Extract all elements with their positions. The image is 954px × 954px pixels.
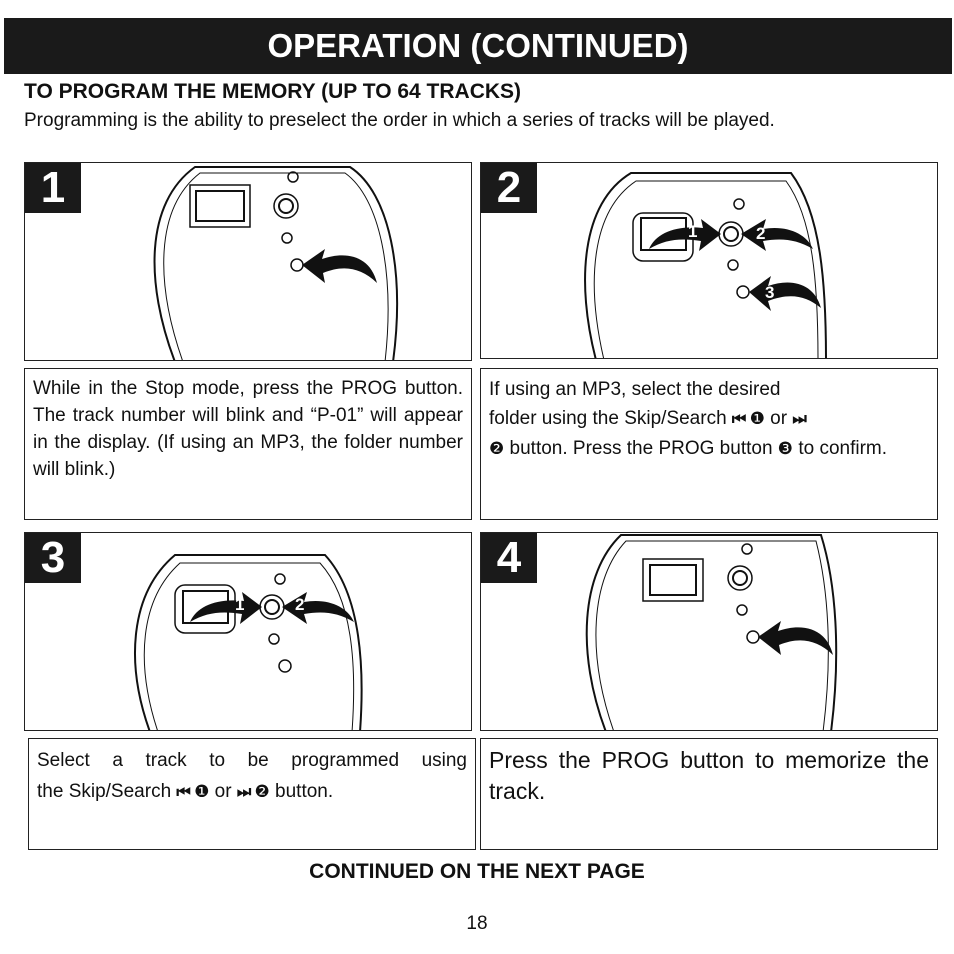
callout-3: 3 — [765, 283, 775, 302]
skip-forward-icon: ⏭ — [236, 784, 250, 801]
page-header: OPERATION (CONTINUED) — [4, 18, 952, 74]
step-2-text — [480, 368, 938, 520]
page-number: 18 — [466, 913, 488, 934]
device-illustration-2 — [481, 163, 938, 359]
step-2-text-d: to confirm. — [798, 438, 888, 459]
step-4-illustration — [480, 532, 938, 731]
step-1-badge: 1 — [25, 163, 81, 213]
step-2-text-c: button. Press the PROG button — [509, 438, 773, 459]
marker-3: ❸ — [777, 439, 794, 458]
skip-back-icon: ⏮ — [176, 784, 189, 801]
step-3-text-b: the Skip/Search — [37, 781, 172, 802]
callout-1: 1 — [235, 595, 245, 614]
device-illustration-4 — [481, 533, 938, 731]
step-1-text — [24, 368, 472, 520]
step-2-illustration — [480, 162, 938, 359]
step-3-illustration — [24, 532, 472, 731]
device-illustration-1 — [25, 163, 472, 361]
device-illustration-3 — [25, 533, 472, 731]
step-2-badge: 2 — [481, 163, 537, 213]
intro-text: Programming is the ability to preselect the order in which a series of tracks will be played. — [24, 110, 775, 131]
step-2-text-b: folder using the Skip/Search — [489, 408, 727, 429]
step-3-text — [28, 738, 476, 850]
or-text: or — [214, 781, 232, 802]
marker-2: ❷ — [489, 439, 505, 458]
marker-1: ❶ — [194, 782, 210, 801]
step-4-badge: 4 — [481, 533, 537, 583]
continued-note: CONTINUED ON THE NEXT PAGE — [309, 860, 645, 883]
callout-2: 2 — [756, 224, 766, 243]
step-3-text-c: button. — [275, 781, 334, 802]
marker-2: ❷ — [254, 782, 270, 801]
callout-2: 2 — [295, 595, 305, 614]
section-title: TO PROGRAM THE MEMORY (UP TO 64 TRACKS) — [24, 80, 522, 103]
step-2-line-2 — [489, 404, 929, 434]
step-2-line-1: If using an MP3, select the desired — [489, 379, 781, 400]
step-4-instruction: Press the PROG button to memorize the track. — [489, 747, 929, 804]
step-3-badge: 3 — [25, 533, 81, 583]
step-1-instruction: While in the Stop mode, press the PROG button. The track number will blink and “P-01” will appear in the display. (If using an MP3, the folder number will blink.) — [33, 378, 463, 480]
or-text: or — [770, 408, 788, 429]
marker-1: ❶ — [749, 409, 765, 428]
step-3-line-2 — [37, 776, 467, 808]
callout-1: 1 — [688, 222, 698, 241]
skip-forward-icon: ⏭ — [792, 411, 805, 428]
step-1-illustration — [24, 162, 472, 361]
step-2-line-3 — [489, 434, 929, 463]
step-3-line-1: Select a track to be programmed using — [37, 750, 467, 771]
skip-back-icon: ⏮ — [731, 411, 745, 428]
step-4-text — [480, 738, 938, 850]
